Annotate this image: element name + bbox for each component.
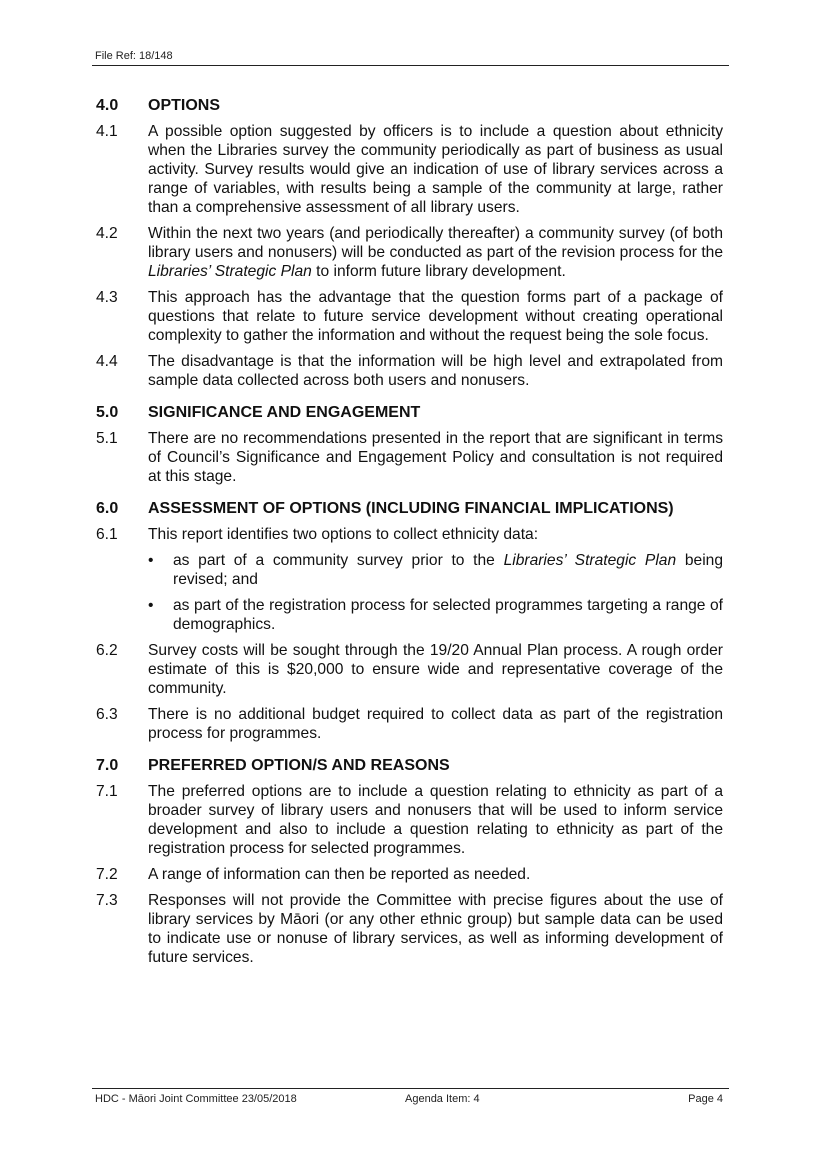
section-number: 6.0 (96, 500, 119, 517)
paragraph-number: 6.2 (96, 642, 118, 659)
bullet-text: as part of the registration process for selected programmes targeting a range of demographics. (173, 597, 723, 633)
list-item (148, 596, 723, 634)
bullet-text-part: being revised; and (173, 552, 723, 588)
paragraph-text (148, 224, 723, 281)
section-heading-significance (96, 403, 723, 422)
paragraph-7-3 (96, 891, 723, 967)
plan-title-italic: Libraries’ Strategic Plan (503, 552, 677, 569)
paragraph-text: Survey costs will be sought through the 19/20 Annual Plan process. A rough order estimate of this is $20,000 to ensure wide and representative coverage of the community. (148, 642, 723, 697)
section-number: 5.0 (96, 404, 119, 421)
paragraph-text: A range of information can then be reported as needed. (148, 866, 531, 883)
section-heading-preferred (96, 756, 723, 775)
paragraph-5-1 (96, 429, 723, 486)
paragraph-number: 4.4 (96, 353, 118, 370)
paragraph-6-2 (96, 641, 723, 698)
paragraph-4-2 (96, 224, 723, 281)
section-number: 7.0 (96, 757, 119, 774)
paragraph-number: 6.3 (96, 706, 118, 723)
paragraph-text: Responses will not provide the Committee with precise figures about the use of library services by Māori (or any other ethnic group) but sample data can be used to indicate use or nonuse of library services, as well as informing development of future services. (148, 892, 723, 966)
paragraph-text: A possible option suggested by officers is to include a question about ethnicity when the Libraries survey the community periodically as part of business as usual activity. Survey results would give an indication of use of library services across a range of variables, with results being a sample of the community at large, rather than a comprehensive assessment of all library users. (148, 123, 723, 216)
header-divider (92, 65, 729, 66)
paragraph-4-4 (96, 352, 723, 390)
document-body (96, 96, 723, 974)
paragraph-number: 7.1 (96, 783, 118, 800)
section-heading-assessment (96, 499, 723, 518)
list-item (148, 551, 723, 589)
paragraph-6-3 (96, 705, 723, 743)
paragraph-number: 4.3 (96, 289, 118, 306)
section-title: ASSESSMENT OF OPTIONS (INCLUDING FINANCIAL IMPLICATIONS) (148, 500, 674, 517)
paragraph-text: There are no recommendations presented in the report that are significant in terms of Council’s Significance and Engagement Policy and consultation is not required at this stage. (148, 430, 723, 485)
paragraph-7-1 (96, 782, 723, 858)
section-title: SIGNIFICANCE AND ENGAGEMENT (148, 404, 421, 421)
paragraph-4-1 (96, 122, 723, 217)
bullet-text (173, 551, 723, 589)
bullet-marker: • (148, 552, 154, 569)
footer-committee: HDC - Māori Joint Committee 23/05/2018 (95, 1093, 297, 1105)
bullet-marker: • (148, 597, 154, 614)
section-number: 4.0 (96, 97, 119, 114)
bullet-text-part: as part of a community survey prior to the (173, 552, 504, 569)
paragraph-number: 7.3 (96, 892, 118, 909)
footer-page-number: Page 4 (688, 1093, 723, 1105)
paragraph-7-2 (96, 865, 723, 884)
paragraph-text: There is no additional budget required to collect data as part of the registration process for programmes. (148, 706, 723, 742)
section-title: PREFERRED OPTION/S AND REASONS (148, 757, 450, 774)
paragraph-number: 7.2 (96, 866, 118, 883)
paragraph-number: 6.1 (96, 526, 118, 543)
paragraph-text: The preferred options are to include a question relating to ethnicity as part of a broader survey of library users and nonusers that will be used to inform service development and also to include a question relating to ethnicity as part of the registration process for selected programmes. (148, 783, 723, 857)
paragraph-4-3 (96, 288, 723, 345)
section-heading-options (96, 96, 723, 115)
plan-title-italic: Libraries’ Strategic Plan (148, 263, 312, 280)
section-title: OPTIONS (148, 97, 221, 114)
paragraph-number: 5.1 (96, 430, 118, 447)
paragraph-text: This report identifies two options to collect ethnicity data: (148, 526, 539, 543)
paragraph-text: This approach has the advantage that the question forms part of a package of questions that relate to future service development without creating operational complexity to gather the information and without the request being the sole focus. (148, 289, 723, 344)
options-bullet-list (148, 551, 723, 634)
paragraph-number: 4.2 (96, 225, 118, 242)
paragraph-text-part: to inform future library development. (311, 263, 566, 280)
paragraph-text: The disadvantage is that the information will be high level and extrapolated from sample data collected across both users and nonusers. (148, 353, 723, 389)
footer-agenda-item: Agenda Item: 4 (405, 1093, 480, 1105)
paragraph-6-1 (96, 525, 723, 544)
footer-divider (92, 1088, 729, 1089)
file-reference: File Ref: 18/148 (95, 50, 173, 62)
paragraph-text-part: Within the next two years (and periodically thereafter) a community survey (of both library users and nonusers) will be conducted as part of the revision process for the (148, 225, 723, 261)
paragraph-number: 4.1 (96, 123, 118, 140)
